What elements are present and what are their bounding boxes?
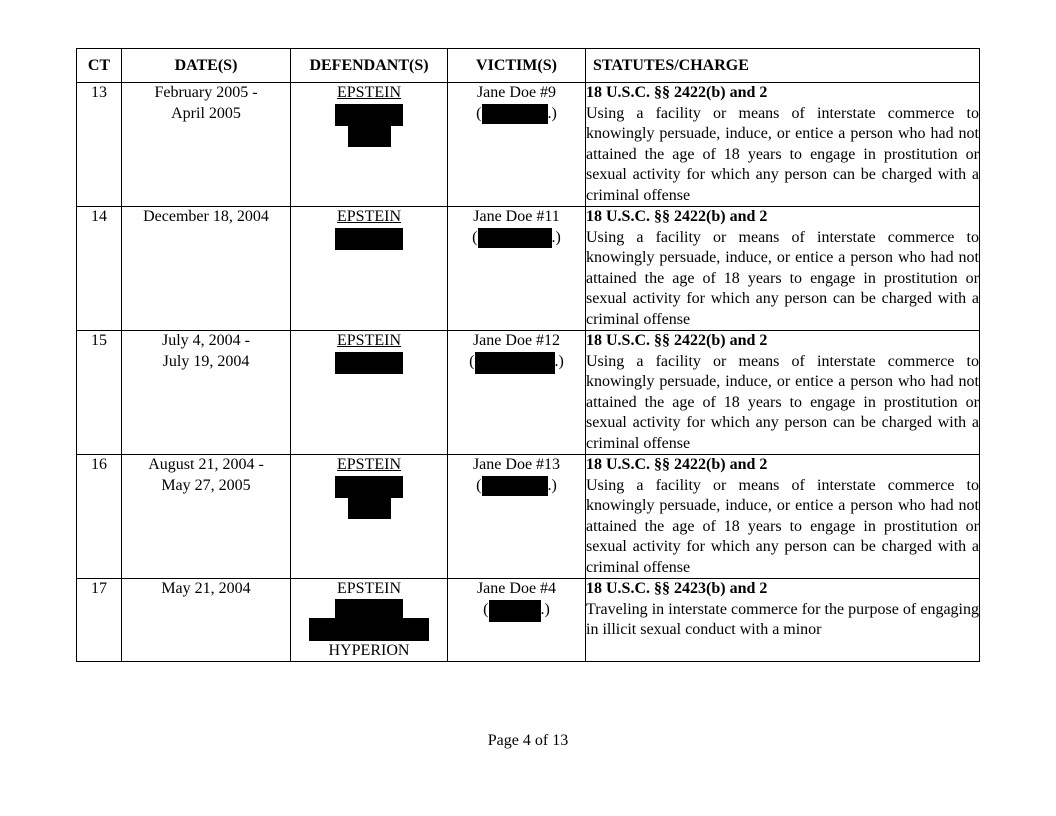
statute-cell <box>586 207 980 331</box>
defendant-cell <box>291 207 448 331</box>
statute-citation: 18 U.S.C. §§ 2422(b) and 2 <box>586 208 768 225</box>
redaction-box <box>482 104 548 124</box>
statute-citation: 18 U.S.C. §§ 2423(b) and 2 <box>586 580 768 597</box>
table-row <box>77 331 980 455</box>
table-row <box>77 579 980 662</box>
statute-cell <box>586 83 980 207</box>
page-number: Page 4 of 13 <box>487 732 569 749</box>
victim-redacted-line: ( .) <box>448 600 585 622</box>
date-end: April 2005 <box>171 104 241 122</box>
statute-cell <box>586 455 980 579</box>
victim-name: Jane Doe #4 <box>476 580 557 597</box>
victim-redacted-line: ( .) <box>472 228 561 246</box>
defendant-name: EPSTEIN <box>337 456 401 473</box>
count-number: 15 <box>77 331 122 455</box>
defendant-name-secondary: HYPERION <box>328 641 410 659</box>
header-victims: VICTIM(S) <box>448 49 586 83</box>
date-cell <box>122 207 291 331</box>
statute-citation: 18 U.S.C. §§ 2422(b) and 2 <box>586 84 768 101</box>
charge-description: Using a facility or means of interstate commerce to knowingly persuade, induce, or entice a person who had not attained the age of 18 years to engage in prostitution or sexual activity for which any person can be charged with a criminal offense <box>586 352 979 452</box>
header-defendants: DEFENDANT(S) <box>291 49 448 83</box>
victim-cell <box>448 455 586 579</box>
defendant-name: EPSTEIN <box>337 208 401 225</box>
victim-cell <box>448 331 586 455</box>
charge-description: Using a facility or means of interstate commerce to knowingly persuade, induce, or entice a person who had not attained the age of 18 years to engage in prostitution or sexual activity for which any person can be charged with a criminal offense <box>586 476 979 576</box>
victim-name: Jane Doe #13 <box>472 456 561 473</box>
date-cell <box>122 455 291 579</box>
count-number: 14 <box>77 207 122 331</box>
date-start: December 18, 2004 <box>143 208 269 225</box>
date-start: February 2005 - <box>154 84 258 101</box>
statute-cell <box>586 331 980 455</box>
redaction-box <box>482 476 548 496</box>
count-number: 17 <box>77 579 122 662</box>
header-statutes: STATUTES/CHARGE <box>586 49 980 83</box>
table-header-row <box>77 49 980 83</box>
header-dates: DATE(S) <box>122 49 291 83</box>
victim-name: Jane Doe #9 <box>476 84 557 101</box>
count-number: 13 <box>77 83 122 207</box>
statute-citation: 18 U.S.C. §§ 2422(b) and 2 <box>586 456 768 473</box>
defendant-name: EPSTEIN <box>337 332 401 349</box>
victim-redacted-line: ( .) <box>476 104 557 122</box>
redaction-box <box>335 476 403 498</box>
date-start: July 4, 2004 - <box>162 332 250 349</box>
redaction-box <box>348 126 391 147</box>
victim-cell <box>448 83 586 207</box>
date-start: May 21, 2004 <box>161 580 251 597</box>
defendant-cell <box>291 331 448 455</box>
redaction-box <box>335 228 403 250</box>
statute-citation: 18 U.S.C. §§ 2422(b) and 2 <box>586 332 768 349</box>
defendant-cell <box>291 83 448 207</box>
victim-name: Jane Doe #12 <box>472 332 561 349</box>
charge-description: Traveling in interstate commerce for the purpose of engaging in illicit sexual conduct with a minor <box>586 600 979 638</box>
date-end: May 27, 2005 <box>161 476 251 494</box>
charges-table <box>76 48 980 662</box>
table-row <box>77 455 980 579</box>
date-cell <box>122 331 291 455</box>
victim-cell <box>448 207 586 331</box>
victim-name: Jane Doe #11 <box>473 208 560 225</box>
count-number: 16 <box>77 455 122 579</box>
defendant-cell <box>291 455 448 579</box>
redaction-box <box>475 352 555 374</box>
header-ct: CT <box>77 49 122 83</box>
defendant-name: EPSTEIN <box>337 84 401 101</box>
defendant-name: EPSTEIN <box>337 580 401 597</box>
date-end: July 19, 2004 <box>162 352 250 370</box>
redaction-box <box>335 599 403 618</box>
date-cell <box>122 83 291 207</box>
statute-cell <box>586 579 980 662</box>
victim-cell <box>448 579 586 662</box>
defendant-cell <box>291 579 448 662</box>
redaction-box <box>348 498 391 519</box>
redaction-box <box>335 104 403 126</box>
date-cell <box>122 579 291 662</box>
charge-description: Using a facility or means of interstate commerce to knowingly persuade, induce, or entice a person who had not attained the age of 18 years to engage in prostitution or sexual activity for which any person can be charged with a criminal offense <box>586 228 979 328</box>
victim-redacted-line: ( .) <box>448 352 585 374</box>
date-start: August 21, 2004 - <box>148 456 264 473</box>
redaction-box <box>478 228 552 248</box>
charge-description: Using a facility or means of interstate commerce to knowingly persuade, induce, or entice a person who had not attained the age of 18 years to engage in prostitution or sexual activity for which any person can be charged with a criminal offense <box>586 104 979 204</box>
redaction-box <box>335 352 403 374</box>
table-row <box>77 207 980 331</box>
victim-redacted-line: ( .) <box>476 476 557 494</box>
redaction-box <box>309 618 429 641</box>
table-row <box>77 83 980 207</box>
redaction-box <box>489 600 541 622</box>
